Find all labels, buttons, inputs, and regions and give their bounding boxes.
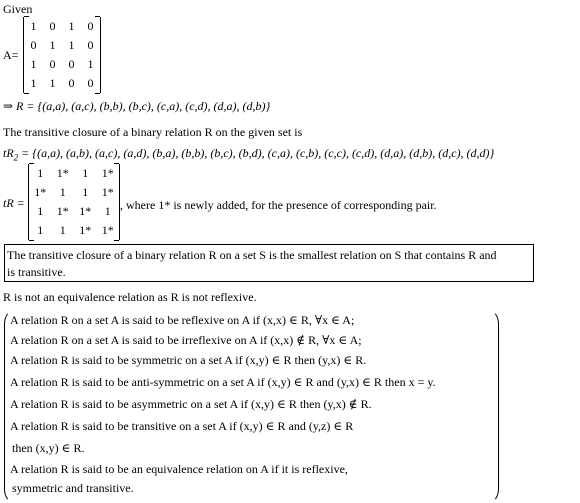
- matrix-a-cell: 0: [49, 57, 56, 71]
- matrix-a-cell: 1: [49, 76, 56, 90]
- matrix-a-cell: 1: [30, 19, 37, 33]
- definition-item: A relation R is said to be transitive on a set A if (x,y) ∈ R and (y,z) ∈ R: [10, 419, 354, 433]
- matrix-a-row: [24, 36, 100, 55]
- definition-box: [4, 244, 534, 282]
- matrix-a-cell: 1: [68, 19, 75, 33]
- matrix-a-row: [24, 17, 100, 36]
- matrix-a-row: [24, 74, 100, 93]
- matrix-tr-row: [29, 202, 119, 221]
- matrix-tr-cell: 1: [59, 223, 66, 237]
- matrix-tr-row: [29, 183, 119, 202]
- matrix-tr-row: [29, 164, 119, 183]
- matrix-tr-cell: 1: [82, 166, 89, 180]
- matrix-a-cell: 0: [68, 76, 75, 90]
- matrix-tr-cell: 1*: [34, 185, 47, 199]
- matrix-a-cell: 0: [87, 19, 94, 33]
- matrix-tr-cell: 1: [104, 204, 111, 218]
- matrix-a-cell: 1: [49, 38, 56, 52]
- matrix-a-cell: 0: [49, 19, 56, 33]
- tr2-set: [3, 146, 494, 162]
- matrix-a-cell: 1: [30, 76, 37, 90]
- definition-item: A relation R is said to be asymmetric on a set A if (x,y) ∈ R then (y,x) ∉ R.: [10, 397, 372, 411]
- definition-item: A relation R is said to be anti-symmetric on a set A if (x,y) ∈ R and (y,x) ∈ R then x = y.: [10, 375, 436, 389]
- matrix-a-cell: 1: [68, 38, 75, 52]
- tr-matrix-label: tR =: [3, 196, 25, 210]
- definition-item: A relation R on a set A is said to be reflexive on A if (x,x) ∈ R, ∀x ∈ A;: [10, 313, 355, 327]
- not-equivalence-statement: R is not an equivalence relation as R is not reflexive.: [3, 290, 257, 304]
- matrix-tr-cell: 1*: [101, 185, 114, 199]
- matrix-tr-table: [29, 164, 119, 240]
- tr2-subscript: 2: [13, 152, 19, 163]
- matrix-tr-cell: 1*: [56, 204, 69, 218]
- definition-line-2: is transitive.: [7, 265, 66, 279]
- matrix-a-cell: 0: [87, 76, 94, 90]
- matrix-tr-cell: 1: [82, 185, 89, 199]
- tr2-elements: = {(a,a), (a,b), (a,c), (a,d), (b,a), (b,b), (b,c), (b,d), (c,a), (c,b), (c,c), (c,d), (d,a), (d,b), (d,c), (d,d)}: [18, 146, 495, 160]
- definition-item: then (x,y) ∈ R.: [12, 441, 85, 455]
- matrix-a-label: A=: [3, 48, 19, 62]
- matrix-tr-cell: 1*: [79, 223, 92, 237]
- matrix-a-row: [24, 55, 100, 74]
- matrix-tr: [28, 164, 120, 240]
- definition-item: symmetric and transitive.: [12, 481, 134, 495]
- definition-item: A relation R is said to be an equivalence relation on A if it is reflexive,: [10, 462, 348, 476]
- matrix-tr-cell: 1*: [101, 223, 114, 237]
- relation-r: ⇒ R = {(a,a), (a,c), (b,b), (b,c), (c,a), (c,d), (d,a), (d,b)}: [3, 99, 271, 113]
- matrix-a-cell: 0: [68, 57, 75, 71]
- tr-note: , where 1* is newly added, for the presence of corresponding pair.: [120, 198, 437, 212]
- matrix-tr-cell: 1: [37, 166, 44, 180]
- matrix-tr-cell: 1*: [79, 204, 92, 218]
- matrix-tr-row: [29, 221, 119, 240]
- matrix-a: [23, 17, 101, 93]
- matrix-tr-cell: 1*: [101, 166, 114, 180]
- given-label: Given: [3, 2, 33, 16]
- definition-item: A relation R on a set A is said to be irreflexive on A if (x,x) ∉ R, ∀x ∈ A;: [10, 333, 362, 347]
- matrix-tr-cell: 1: [37, 204, 44, 218]
- matrix-tr-cell: 1: [59, 185, 66, 199]
- matrix-a-cell: 0: [87, 38, 94, 52]
- closure-intro: The transitive closure of a binary relation R on the given set is: [3, 125, 303, 139]
- matrix-a-table: [24, 17, 100, 93]
- definition-line-1: The transitive closure of a binary relation R on a set S is the smallest relation on S that contains R and: [7, 248, 497, 262]
- matrix-a-cell: 0: [30, 38, 37, 52]
- matrix-a-cell: 1: [30, 57, 37, 71]
- definition-item: A relation R is said to be symmetric on a set A if (x,y) ∈ R then (y,x) ∈ R.: [10, 353, 367, 367]
- tr2-label: tR: [3, 146, 14, 160]
- matrix-a-cell: 1: [87, 57, 94, 71]
- matrix-tr-cell: 1*: [56, 166, 69, 180]
- matrix-tr-cell: 1: [37, 223, 44, 237]
